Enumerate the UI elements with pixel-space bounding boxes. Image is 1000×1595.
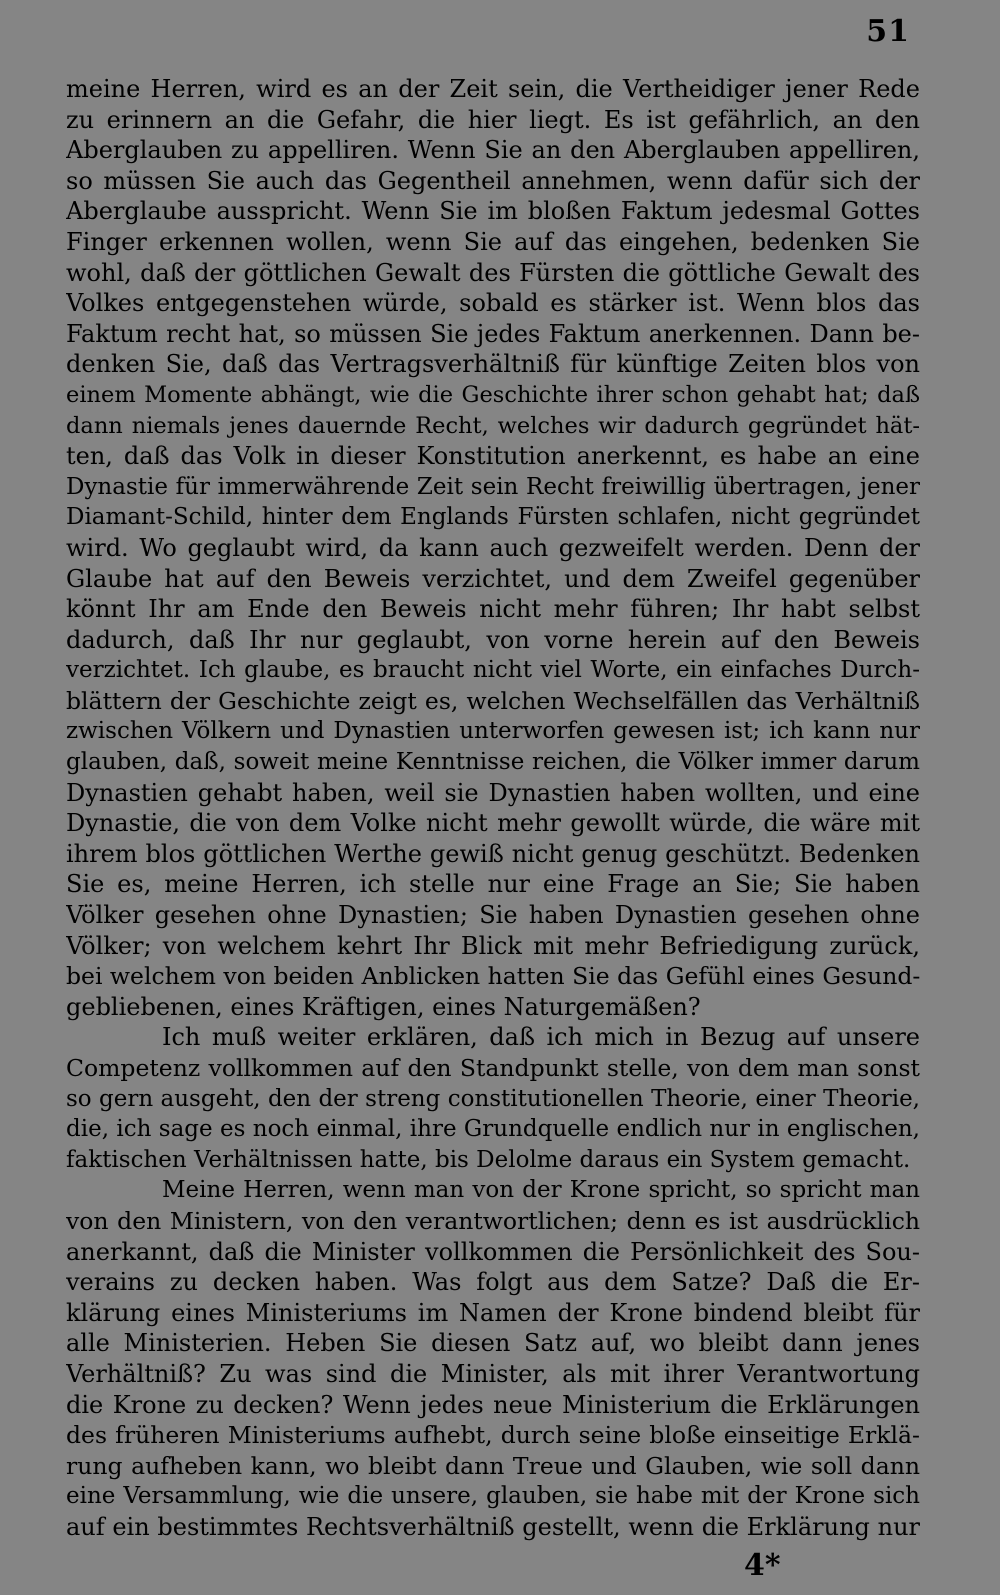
- text-line: von den Ministern, von den verantwortlichen; denn es ist ausdrücklich: [66, 1206, 920, 1235]
- text-line: Völker gesehen ohne Dynastien; Sie haben Dynastien gesehen ohne: [66, 901, 920, 930]
- text-line: zwischen Völkern und Dynastien unterworfen gewesen ist; ich kann nur: [66, 718, 920, 745]
- text-line: einem Momente abhängt, wie die Geschichte ihrer schon gehabt hat; daß: [66, 381, 920, 408]
- text-line: blättern der Geschichte zeigt es, welchen Wechselfällen das Verhältniß: [66, 686, 920, 715]
- body-text: [66, 74, 920, 1543]
- text-line: Finger erkennen wollen, wenn Sie auf das eingehen, bedenken Sie: [66, 227, 920, 256]
- text-line: eine Versammlung, wie die unsere, glauben, sie habe mit der Krone sich: [66, 1483, 920, 1510]
- text-line: Diamant-Schild, hinter dem Englands Fürsten schlafen, nicht gegründet: [66, 504, 920, 531]
- text-line: des früheren Ministeriums aufhebt, durch seine bloße einseitige Erklä-: [66, 1421, 920, 1450]
- signature-mark: 4*: [744, 1548, 781, 1583]
- text-line: Meine Herren, wenn man von der Krone spricht, so spricht man: [162, 1177, 920, 1204]
- text-line: wird. Wo geglaubt wird, da kann auch gezweifelt werden. Denn der: [66, 533, 920, 562]
- page-number: 51: [866, 14, 910, 49]
- text-line: glauben, daß, soweit meine Kenntnisse reichen, die Völker immer darum: [66, 749, 920, 776]
- text-line: ihrem blos göttlichen Werthe gewiß nicht genug geschützt. Bedenken: [66, 839, 920, 868]
- text-line: die, ich sage es noch einmal, ihre Grundquelle endlich nur in englischen,: [66, 1116, 920, 1143]
- text-line: Verhältniß? Zu was sind die Minister, als mit ihrer Verantwortung: [66, 1359, 920, 1388]
- text-line: Glaube hat auf den Beweis verzichtet, und dem Zweifel gegenüber: [66, 564, 920, 593]
- text-line: Competenz vollkommen auf den Standpunkt stelle, von dem man sonst: [66, 1054, 920, 1082]
- text-line: klärung eines Ministeriums im Namen der Krone bindend bleibt für: [66, 1298, 920, 1327]
- text-line: Aberglauben zu appelliren. Wenn Sie an den Aberglauben appelliren,: [66, 136, 920, 165]
- text-line: Aberglaube ausspricht. Wenn Sie im bloßen Faktum jedesmal Gottes: [66, 197, 920, 226]
- text-line: Faktum recht hat, so müssen Sie jedes Faktum anerkennen. Dann be-: [66, 319, 920, 348]
- text-line: wohl, daß der göttlichen Gewalt des Fürsten die göttliche Gewalt des: [66, 258, 920, 287]
- text-line: ten, daß das Volk in dieser Konstitution anerkennt, es habe an eine: [66, 442, 920, 471]
- text-line: alle Ministerien. Heben Sie diesen Satz auf, wo bleibt dann jenes: [66, 1329, 920, 1358]
- text-line: rung aufheben kann, wo bleibt dann Treue und Glauben, wie soll dann: [66, 1451, 920, 1480]
- text-line: könnt Ihr am Ende den Beweis nicht mehr führen; Ihr habt selbst: [66, 595, 920, 624]
- text-line: verains zu decken haben. Was folgt aus dem Satze? Daß die Er-: [66, 1268, 920, 1297]
- text-line: Sie es, meine Herren, ich stelle nur eine Frage an Sie; Sie haben: [66, 870, 920, 899]
- text-line: gebliebenen, eines Kräftigen, eines Naturgemäßen?: [66, 992, 701, 1021]
- text-line: Dynastie, die von dem Volke nicht mehr gewollt würde, die wäre mit: [66, 809, 920, 838]
- text-line: Ich muß weiter erklären, daß ich mich in Bezug auf unsere: [162, 1023, 920, 1052]
- text-line: Dynastie für immerwährende Zeit sein Recht freiwillig übertragen, jener: [66, 473, 920, 500]
- text-line: verzichtet. Ich glaube, es braucht nicht viel Worte, ein einfaches Durch-: [66, 657, 920, 684]
- text-line: bei welchem von beiden Anblicken hatten Sie das Gefühl eines Gesund-: [66, 962, 920, 991]
- text-line: faktischen Verhältnissen hatte, bis Delolme daraus ein System gemacht.: [66, 1146, 911, 1173]
- text-line: so gern ausgeht, den der streng constitutionellen Theorie, einer Theorie,: [66, 1085, 920, 1112]
- text-line: dann niemals jenes dauernde Recht, welches wir dadurch gegründet hät-: [66, 412, 920, 439]
- text-line: so müssen Sie auch das Gegentheil annehmen, wenn dafür sich der: [66, 166, 920, 195]
- text-line: auf ein bestimmtes Rechtsverhältniß gestellt, wenn die Erklärung nur: [66, 1512, 920, 1541]
- text-line: Völker; von welchem kehrt Ihr Blick mit mehr Befriedigung zurück,: [66, 931, 920, 960]
- text-line: denken Sie, daß das Vertragsverhältniß für künftige Zeiten blos von: [66, 350, 920, 379]
- text-line: Volkes entgegenstehen würde, sobald es stärker ist. Wenn blos das: [66, 289, 920, 318]
- text-line: meine Herren, wird es an der Zeit sein, die Vertheidiger jener Rede: [66, 75, 920, 103]
- text-line: zu erinnern an die Gefahr, die hier liegt. Es ist gefährlich, an den: [66, 105, 920, 134]
- text-line: anerkannt, daß die Minister vollkommen die Persönlichkeit des Sou-: [66, 1237, 920, 1266]
- text-line: Dynastien gehabt haben, weil sie Dynastien haben wollten, und eine: [66, 778, 920, 807]
- text-line: die Krone zu decken? Wenn jedes neue Ministerium die Erklärungen: [66, 1390, 920, 1419]
- text-line: dadurch, daß Ihr nur geglaubt, von vorne herein auf den Beweis: [66, 625, 920, 654]
